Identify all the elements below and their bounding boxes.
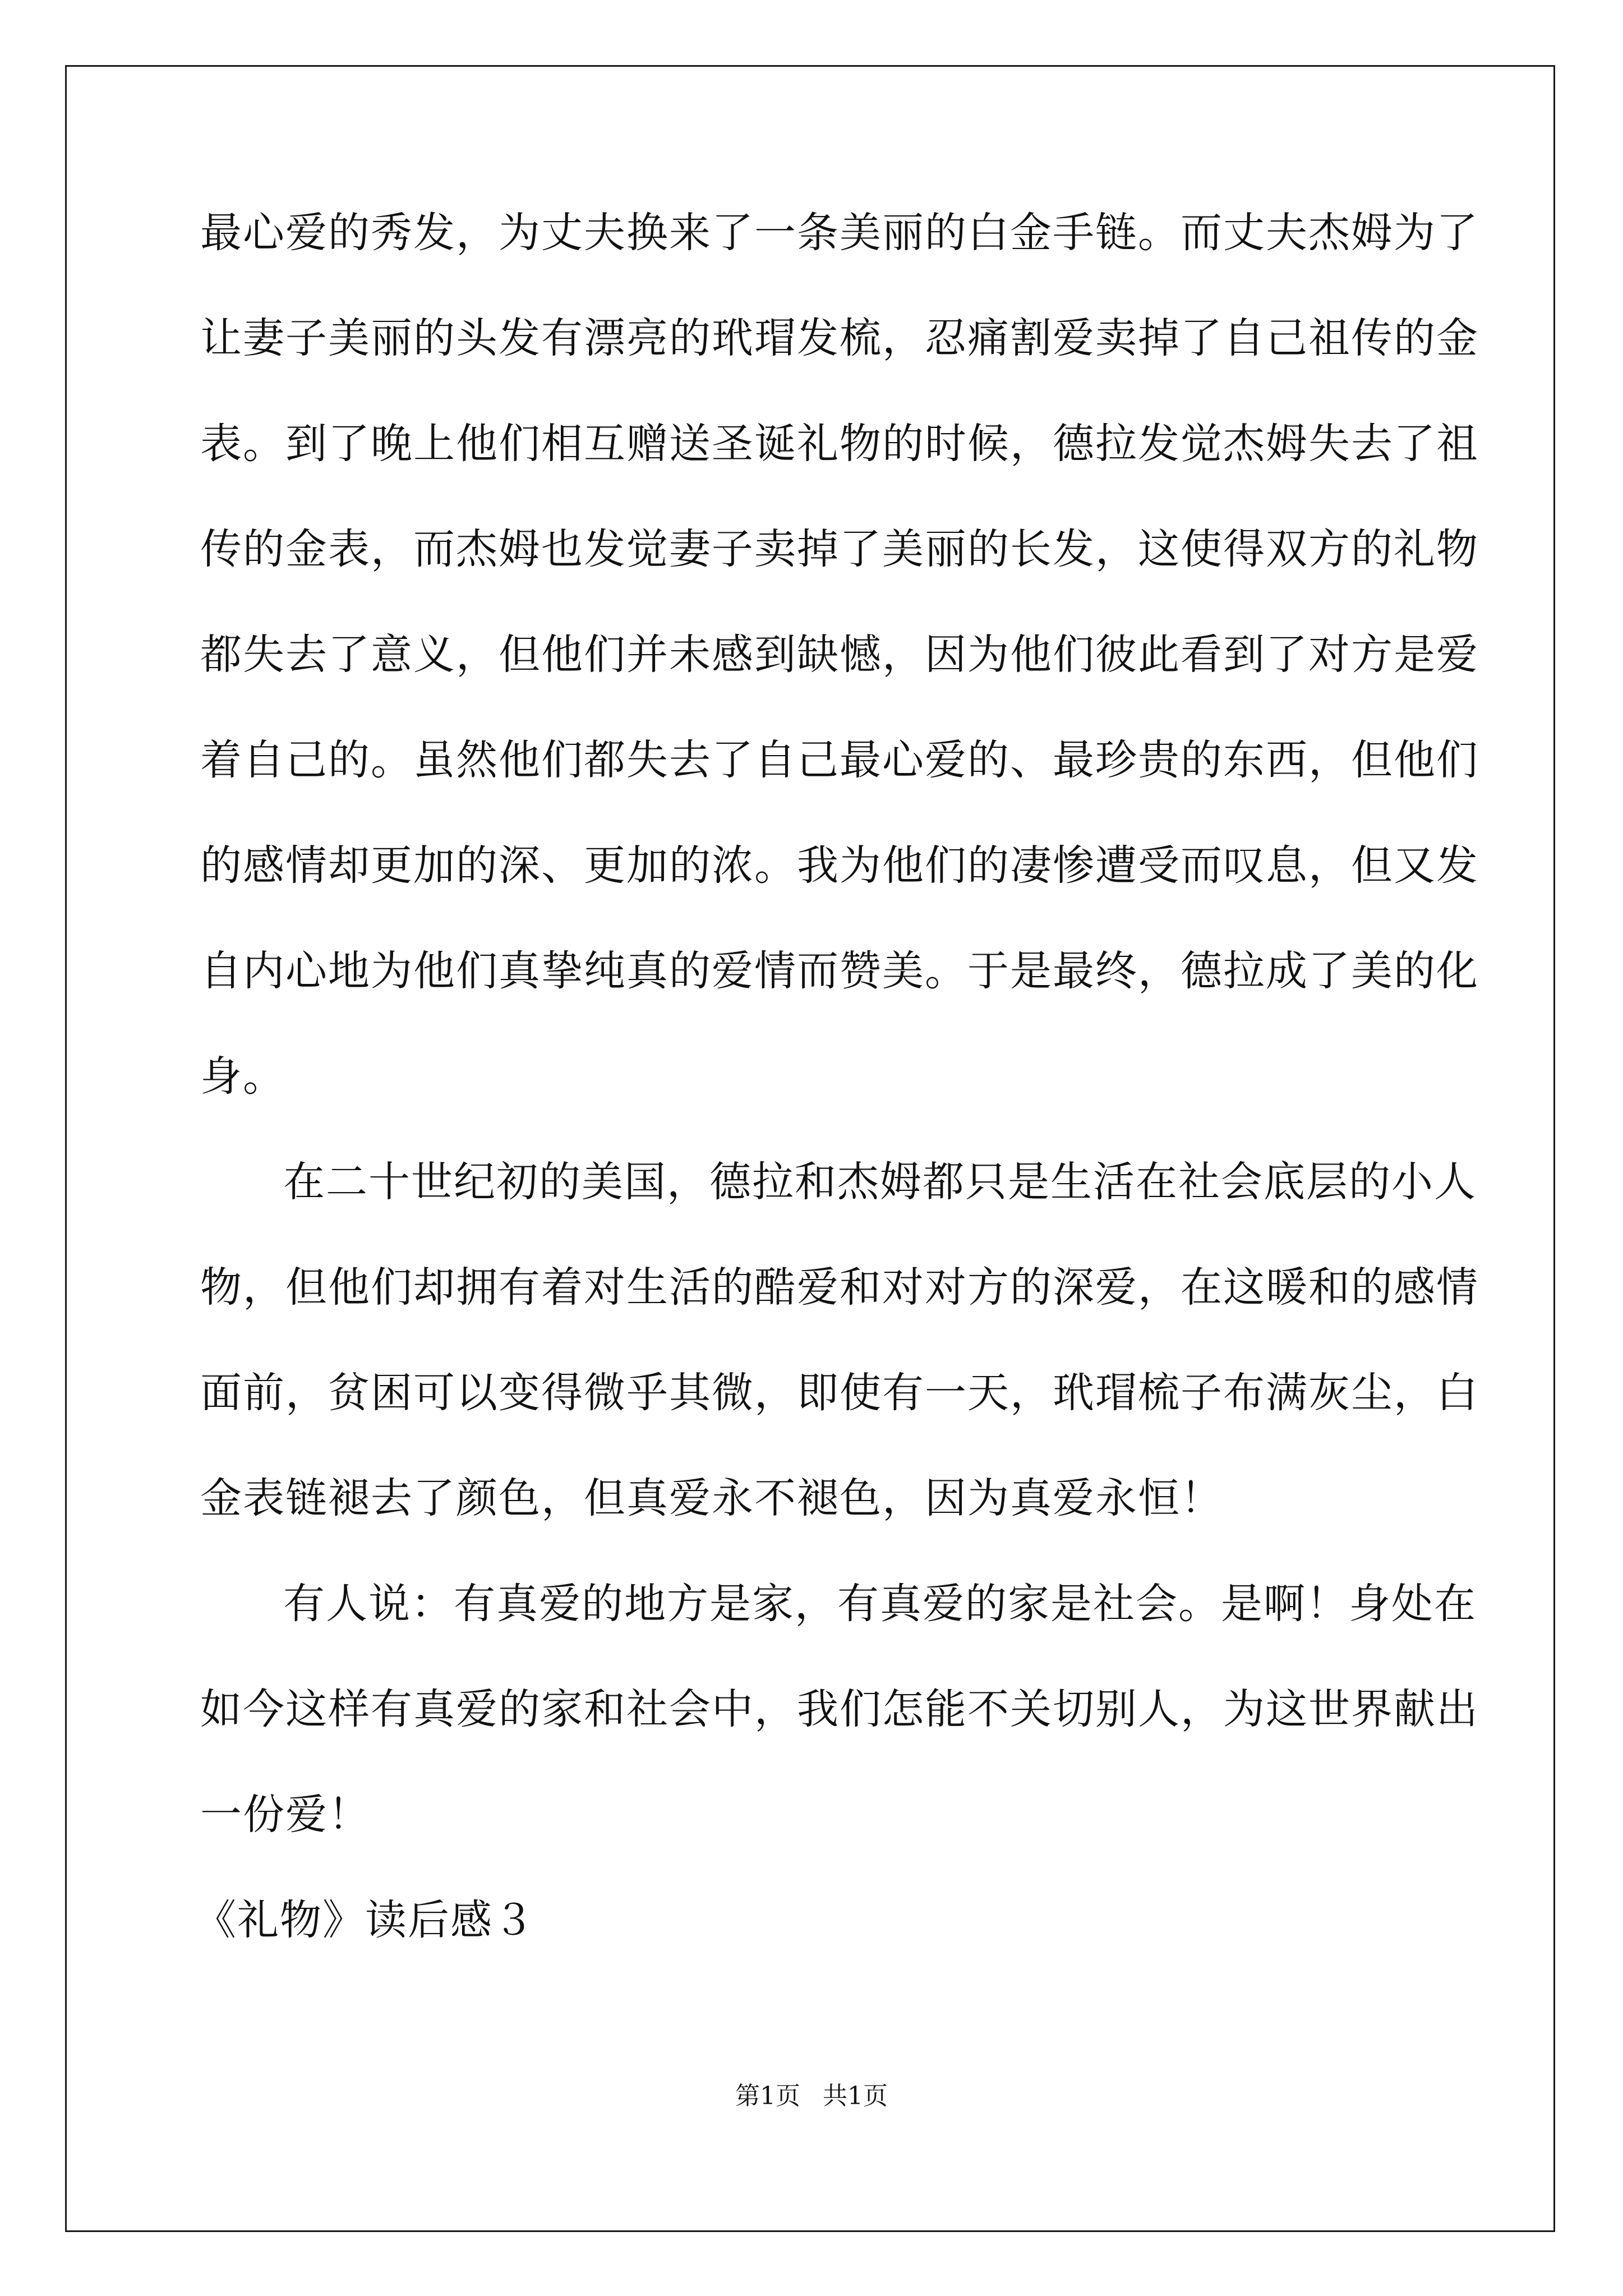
text-line: 表。到了晚上他们相互赠送圣诞礼物的时候，德拉发觉杰姆失去了祖 [200,420,1479,468]
text-line: 的感情却更加的深、更加的浓。我为他们的凄惨遭受而叹息，但又发 [200,841,1479,890]
document-body [195,208,1479,2000]
text-line: 面前，贫困可以变得微乎其微，即使有一天，玳瑁梳子布满灰尘，白 [200,1369,1479,1417]
text-line: 都失去了意义，但他们并未感到缺憾，因为他们彼此看到了对方是爱 [200,631,1479,679]
page-total: 共1页 [823,2082,888,2110]
paragraph-2 [200,1157,1479,1579]
text-line: 物，但他们却拥有着对生活的酷爱和对对方的深爱，在这暖和的感情 [200,1263,1479,1312]
text-line: 身。 [200,1052,285,1101]
paragraph-1 [200,208,1479,1157]
section-title: 《礼物》读后感３ [195,1896,536,1944]
text-line: 一份爱！ [200,1791,371,1839]
text-line: 最心爱的秀发，为丈夫换来了一条美丽的白金手链。而丈夫杰姆为了 [200,209,1479,257]
text-line: 着自己的。虽然他们都失去了自己最心爱的、最珍贵的东西，但他们 [200,736,1479,784]
text-line: 让妻子美丽的头发有漂亮的玳瑁发梳，忍痛割爱卖掉了自己祖传的金 [200,314,1479,362]
text-line: 自内心地为他们真挚纯真的爱情而赞美。于是最终，德拉成了美的化 [200,947,1479,995]
text-line: 如今这样有真爱的家和社会中，我们怎能不关切别人，为这世界献出 [200,1685,1479,1733]
paragraph-3 [200,1579,1479,1895]
text-line: 有人说：有真爱的地方是家，有真爱的家是社会。是啊！身处在 [283,1580,1477,1628]
text-line: 金表链褪去了颜色，但真爱永不褪色，因为真爱永恒！ [200,1474,1223,1522]
text-line: 传的金表，而杰姆也发觉妻子卖掉了美丽的长发，这使得双方的礼物 [200,525,1479,573]
page-footer [0,2076,1623,2111]
page-number: 第1页 [735,2082,800,2110]
text-line: 在二十世纪初的美国，德拉和杰姆都只是生活在社会底层的小人 [283,1158,1477,1206]
